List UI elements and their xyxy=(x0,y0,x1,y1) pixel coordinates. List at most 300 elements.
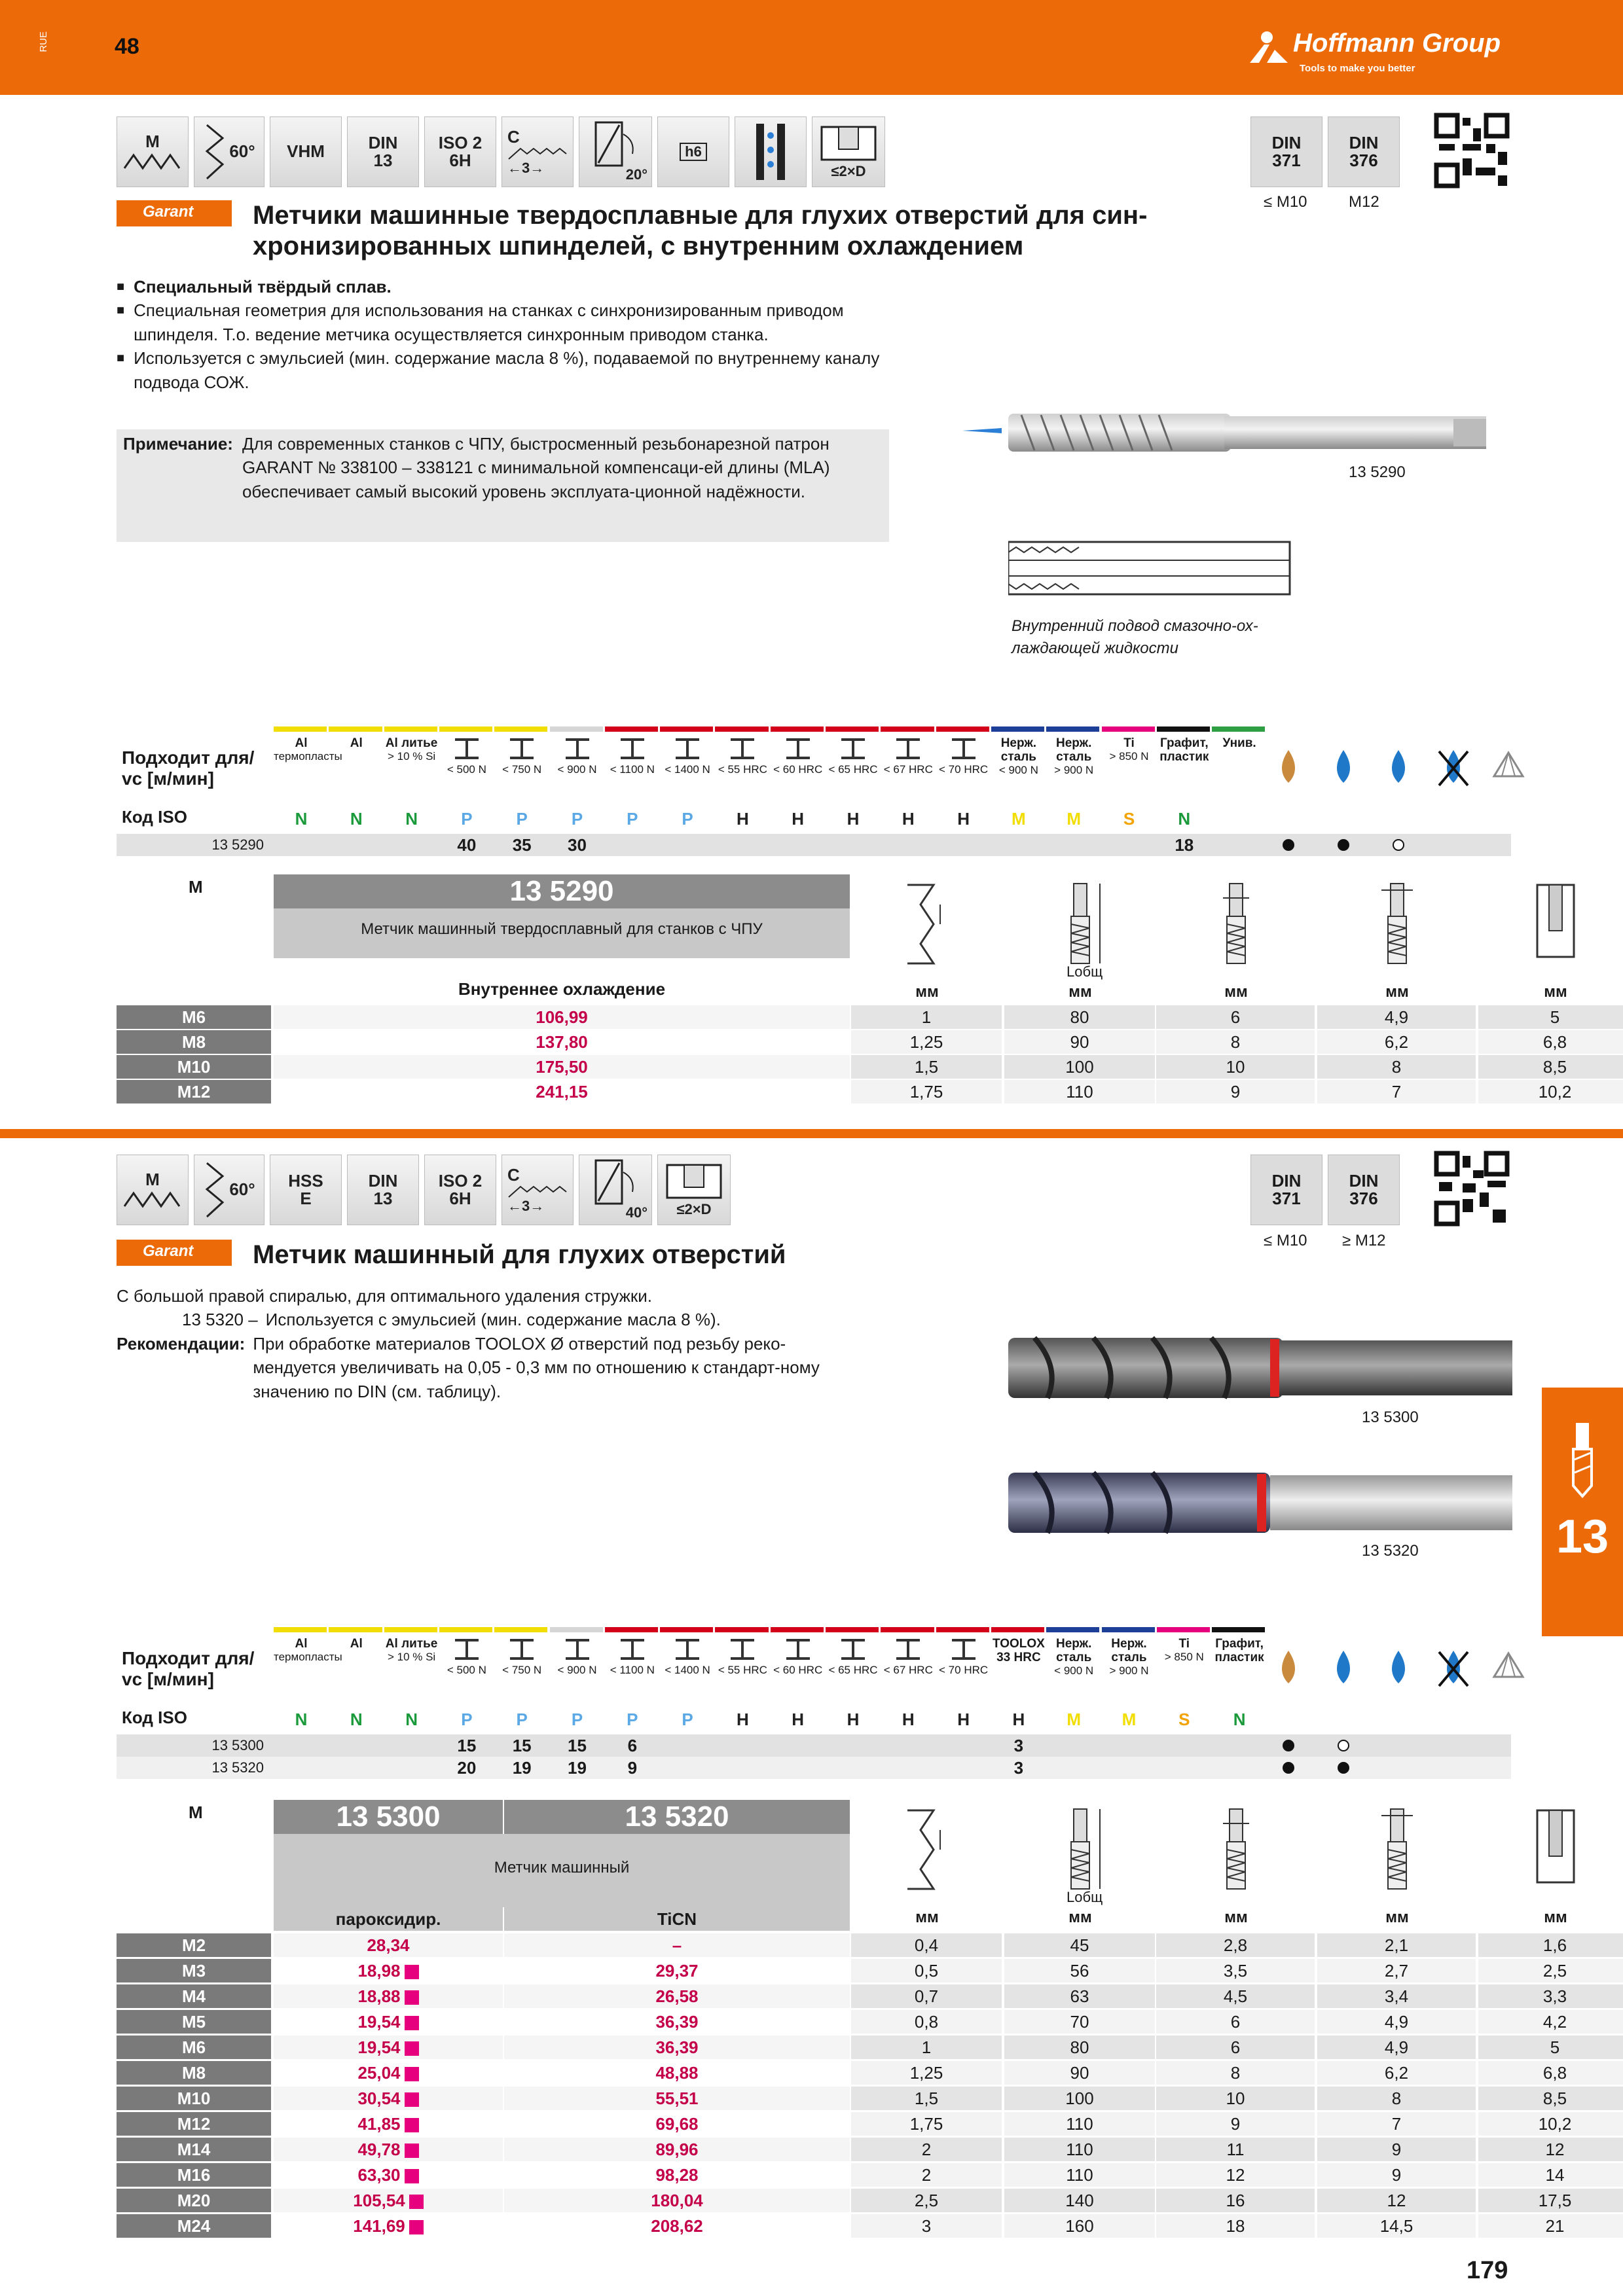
picto-label: ≤2×D xyxy=(676,1201,712,1218)
group-color-bar xyxy=(881,1627,934,1632)
dimension-cell: 1,25 xyxy=(851,2061,1002,2085)
iso-code: P xyxy=(682,1710,693,1729)
group-color-bar xyxy=(494,726,547,732)
total-length-icon xyxy=(1054,878,1106,977)
toolox-header: TOOLOX 33 HRC xyxy=(992,1637,1045,1664)
group-color-bar xyxy=(826,1627,879,1632)
page-number: 48 xyxy=(115,34,139,59)
iso-code: N xyxy=(405,809,418,829)
article-number-header xyxy=(274,874,850,908)
chapter-number: 13 xyxy=(1556,1511,1609,1563)
material-group-name: Al xyxy=(350,1637,363,1651)
picto-label: 60° xyxy=(229,1179,255,1200)
total-length-label: Lобщ xyxy=(1067,1889,1103,1905)
picto-material xyxy=(270,117,342,187)
material-group-header xyxy=(826,737,881,776)
price-cell-b: 89,96 xyxy=(504,2138,850,2161)
material-group-range: < 750 N xyxy=(502,1663,542,1676)
picto-label: VHM xyxy=(287,141,325,162)
vc-row xyxy=(117,834,1511,856)
garant-brand-label xyxy=(117,200,232,226)
stock-marker-icon xyxy=(409,2220,424,2234)
price-cell: 175,50 xyxy=(274,1055,850,1079)
stock-marker-icon xyxy=(405,1990,419,2005)
dimension-cell: 8 xyxy=(1317,1055,1476,1079)
price-value: 25,04 xyxy=(357,2063,401,2083)
group-color-bar xyxy=(715,1627,768,1632)
ibeam-icon xyxy=(563,1638,592,1661)
dimension-cell: 110 xyxy=(1004,2112,1155,2136)
din-376-range: ≥ M12 xyxy=(1342,1232,1386,1249)
qr-code-icon[interactable] xyxy=(1434,113,1510,188)
brand-tagline: Tools to make you better xyxy=(1300,63,1415,74)
iso-code: P xyxy=(571,809,583,829)
iso-code: H xyxy=(737,1710,749,1729)
group-color-bar xyxy=(991,726,1044,732)
dimension-cell: 8 xyxy=(1156,2061,1315,2085)
vc-row-article: 13 5320 xyxy=(211,1759,264,1776)
group-color-bar xyxy=(771,1627,824,1632)
description-2 xyxy=(117,1284,1033,1403)
dimension-cell: 2,7 xyxy=(1317,1959,1476,1982)
group-color-bar xyxy=(1046,726,1099,732)
price-cell-b: 48,88 xyxy=(504,2061,850,2085)
material-group-range: < 65 HRC xyxy=(828,762,878,776)
group-color-bar xyxy=(826,726,879,732)
variant-label: Внутреннее охлаждение xyxy=(458,979,666,999)
cutting-speed: 20 xyxy=(457,1758,477,1778)
dimension-cell: 1,5 xyxy=(851,2087,1002,2110)
blind-hole-icon xyxy=(819,124,878,164)
picto-helix-angle xyxy=(579,117,652,187)
material-group-header xyxy=(881,737,936,776)
price-cell-b: 26,58 xyxy=(504,1984,850,2008)
material-group-header xyxy=(329,737,384,751)
dimension-cell: 110 xyxy=(1004,2163,1155,2187)
dimension-cell: 10 xyxy=(1156,2087,1315,2110)
recommendation-text: При обработке материалов TOOLOX Ø отверстий под резьбу реко-мендуется увеличивать на 0,05 - 0,3 мм по отношению к стандарт-ному значению по DIN (см. таблицу). xyxy=(253,1333,820,1401)
din-label: DIN 376 xyxy=(1349,1170,1379,1208)
dimension-cell: 140 xyxy=(1004,2189,1155,2212)
dimension-cell: 80 xyxy=(1004,1005,1155,1029)
coolant-drop-icon xyxy=(1324,1647,1363,1693)
size-cell: M12 xyxy=(117,2112,271,2136)
coolant-drawing xyxy=(1008,541,1296,597)
price-cell: 137,80 xyxy=(274,1030,850,1054)
size-cell: M10 xyxy=(117,2087,271,2110)
material-group-name: Графит, пластик xyxy=(1159,736,1209,764)
article-number-a xyxy=(274,1800,503,1834)
group-color-bar xyxy=(1212,726,1265,732)
picto-chamfer: C ←3→ xyxy=(501,117,574,187)
stock-marker-icon xyxy=(405,2092,419,2107)
picto-label: HSS E xyxy=(288,1170,323,1208)
dimension-unit: мм xyxy=(1544,983,1567,1001)
din-label: DIN 371 xyxy=(1271,132,1302,170)
dimension-cell: 9 xyxy=(1156,1080,1315,1103)
material-group-header xyxy=(1046,1638,1101,1677)
dimension-cell: 6,2 xyxy=(1317,2061,1476,2085)
iso-code: H xyxy=(902,1710,915,1729)
group-color-bar xyxy=(605,726,658,732)
dimension-unit: мм xyxy=(915,1909,939,1926)
size-cell: M16 xyxy=(117,2163,271,2187)
material-group-header xyxy=(991,737,1046,776)
iso-code: P xyxy=(627,809,638,829)
vc-row xyxy=(117,1757,1511,1779)
dry-machining-icon xyxy=(1434,1647,1473,1693)
iso-code: N xyxy=(405,1710,418,1729)
dimension-cell: 3,3 xyxy=(1478,1984,1623,2008)
material-group-header xyxy=(1212,737,1267,751)
ibeam-icon xyxy=(618,737,647,761)
dimension-unit: мм xyxy=(1068,983,1092,1001)
total-length-icon xyxy=(1054,1804,1106,1902)
price-cell-a xyxy=(274,1959,503,1982)
picto-label: 60° xyxy=(229,141,255,162)
size-cell: M10 xyxy=(117,1055,271,1079)
material-group-range: < 55 HRC xyxy=(718,1663,767,1676)
price-value: 19,54 xyxy=(357,2037,401,2057)
iso-code: S xyxy=(1178,1710,1190,1729)
iso-code: M xyxy=(1012,809,1026,829)
material-group-name: Al литье xyxy=(385,1637,438,1651)
coolant-dot-filled xyxy=(1283,1762,1294,1774)
group-color-bar xyxy=(494,1627,547,1632)
material-group-header xyxy=(439,1638,494,1676)
group-color-bar xyxy=(660,1627,713,1632)
iso-code: P xyxy=(461,1710,473,1729)
group-color-bar xyxy=(274,1627,327,1632)
coolant-dot-filled xyxy=(1283,839,1294,851)
dimension-cell: 2,8 xyxy=(1156,1933,1315,1957)
dimension-cell: 0,5 xyxy=(851,1959,1002,1982)
section-separator xyxy=(0,1129,1623,1138)
iso-code: H xyxy=(737,809,749,829)
ibeam-icon xyxy=(673,1638,702,1661)
dimension-cell: 10,2 xyxy=(1478,2112,1623,2136)
ibeam-icon xyxy=(452,737,481,761)
stock-marker-icon xyxy=(405,2067,419,2081)
dimension-cell: 70 xyxy=(1004,2010,1155,2034)
description-line: С большой правой спиралью, для оптимального удаления стружки. xyxy=(117,1286,653,1306)
dimension-cell: 1 xyxy=(851,2036,1002,2059)
iso-code: H xyxy=(847,809,860,829)
feature-text: ■ Специальный твёрдый сплав. xyxy=(134,277,392,296)
tap-image-135290 xyxy=(962,399,1499,465)
iso-code: P xyxy=(461,809,473,829)
dimension-cell: 6 xyxy=(1156,2036,1315,2059)
suitability-table-2 xyxy=(117,1627,1511,1784)
emulsion-drop-icon xyxy=(1269,1647,1308,1693)
group-color-bar xyxy=(936,1627,989,1632)
group-color-bar xyxy=(274,726,327,732)
price-value: 105,54 xyxy=(353,2191,405,2210)
picto-label: h6 xyxy=(680,143,707,160)
dimension-cell: 3,4 xyxy=(1317,1984,1476,2008)
group-color-bar xyxy=(384,1627,437,1632)
iso-code: M xyxy=(1067,1710,1082,1729)
suitability-label: Подходит для/ vc [м/мин] xyxy=(122,1648,255,1690)
material-group-header xyxy=(550,737,605,776)
helix-angle-icon xyxy=(589,1159,642,1205)
cutting-speed: 3 xyxy=(1013,1736,1024,1755)
size-cell: M24 xyxy=(117,2214,271,2238)
price-value: 18,88 xyxy=(357,1986,401,2006)
dimension-cell: 8,5 xyxy=(1478,2087,1623,2110)
recommendation xyxy=(117,1332,1033,1403)
dimension-cell: 1,75 xyxy=(851,1080,1002,1103)
square-size-icon xyxy=(1371,878,1423,977)
picto-blind-hole xyxy=(812,117,885,187)
angle-icon xyxy=(203,1160,227,1219)
dimension-cell: 7 xyxy=(1317,1080,1476,1103)
ibeam-icon xyxy=(839,1638,867,1661)
pitch-icon xyxy=(901,878,953,977)
material-group-header xyxy=(274,736,342,763)
dimension-cell: 6,2 xyxy=(1317,1030,1476,1054)
material-group-range: < 55 HRC xyxy=(718,762,767,776)
cutting-speed: 15 xyxy=(512,1736,532,1755)
shank-diameter-icon xyxy=(1210,1804,1262,1902)
variant-b-label: TiCN xyxy=(504,1907,850,1931)
material-group-range: < 70 HRC xyxy=(939,762,989,776)
price-cell: 106,99 xyxy=(274,1005,850,1029)
material-group-range: < 70 HRC xyxy=(939,1663,989,1676)
dimension-unit: мм xyxy=(1068,1909,1092,1926)
group-color-bar xyxy=(1157,1627,1210,1632)
price-table-1 xyxy=(117,874,1572,1114)
picto-material xyxy=(270,1155,342,1225)
material-group-name: Al xyxy=(295,736,308,750)
material-group-header xyxy=(329,1638,384,1651)
size-column-label: M xyxy=(189,877,203,897)
usage-text: Используется с эмульсией (мин. содержание масла 8 %). xyxy=(265,1310,721,1330)
price-cell-b: 180,04 xyxy=(504,2189,850,2212)
picto-label: C xyxy=(507,1164,520,1185)
drill-icon xyxy=(1563,1420,1602,1499)
ibeam-icon xyxy=(618,1638,647,1661)
picto-label: M xyxy=(145,132,160,152)
dimension-cell: 4,9 xyxy=(1317,1005,1476,1029)
product-description: Метчик машинный xyxy=(494,1859,630,1876)
price-cell-a xyxy=(274,2061,503,2085)
ibeam-icon xyxy=(452,1638,481,1661)
coolant-dot-filled xyxy=(1338,839,1349,851)
hoffmann-logo-icon xyxy=(1247,30,1289,64)
dimension-cell: 3 xyxy=(851,2214,1002,2238)
price-cell-a xyxy=(274,2138,503,2161)
mql-spray-icon xyxy=(1379,1647,1418,1693)
picto-label: C xyxy=(507,126,520,147)
material-group-header xyxy=(274,1637,342,1664)
group-color-bar xyxy=(991,1627,1044,1632)
material-group-header xyxy=(494,737,549,776)
ibeam-icon xyxy=(507,737,536,761)
material-group-range: < 1100 N xyxy=(610,1663,655,1676)
group-color-bar xyxy=(550,1627,603,1632)
material-group-header xyxy=(439,737,494,776)
picto-angle xyxy=(194,1155,264,1225)
coolant-drop-icon xyxy=(1324,746,1363,792)
shank-diameter-icon xyxy=(1210,878,1262,977)
size-cell: M2 xyxy=(117,1933,271,1957)
coolant-dot-filled xyxy=(1338,1762,1349,1774)
picto-din13 xyxy=(347,117,419,187)
dimension-cell: 9 xyxy=(1156,2112,1315,2136)
group-color-bar xyxy=(605,1627,658,1632)
iso-code: P xyxy=(516,1710,528,1729)
material-group-range: < 67 HRC xyxy=(883,762,933,776)
iso-code: N xyxy=(295,1710,308,1729)
qr-code-icon[interactable] xyxy=(1434,1151,1510,1227)
price-cell-a xyxy=(274,2214,503,2238)
dimension-cell: 5 xyxy=(1478,2036,1623,2059)
chapter-tab[interactable] xyxy=(1542,1388,1623,1636)
vc-row xyxy=(117,1734,1511,1757)
dimension-cell: 2 xyxy=(851,2163,1002,2187)
garant-brand-label xyxy=(117,1240,232,1266)
material-group-range: < 65 HRC xyxy=(828,1663,878,1676)
material-group-header xyxy=(881,1638,936,1676)
iso-code: H xyxy=(792,1710,805,1729)
dimension-cell: 3,5 xyxy=(1156,1959,1315,1982)
dimension-cell: 12 xyxy=(1156,2163,1315,2187)
picto-helix-angle xyxy=(579,1155,652,1225)
price-cell: 241,15 xyxy=(274,1080,850,1103)
din-371-badge xyxy=(1250,117,1322,187)
group-color-bar xyxy=(1102,1627,1155,1632)
variant-a-label: пароксидир. xyxy=(274,1907,503,1931)
material-group-header xyxy=(1157,1638,1212,1664)
ibeam-icon xyxy=(894,737,922,761)
price-cell-b: 36,39 xyxy=(504,2010,850,2034)
dimension-cell: 2,1 xyxy=(1317,1933,1476,1957)
material-group-range: < 1100 N xyxy=(610,762,655,776)
group-color-bar xyxy=(1102,726,1155,732)
dimension-cell: 0,4 xyxy=(851,1933,1002,1957)
cutting-speed: 9 xyxy=(627,1758,638,1778)
material-group-range: < 67 HRC xyxy=(883,1663,933,1676)
material-group-range: > 900 N xyxy=(1054,763,1094,776)
dimension-cell: 9 xyxy=(1317,2163,1476,2187)
material-group-range: < 900 N xyxy=(557,762,597,776)
iso-code: H xyxy=(957,809,970,829)
picto-label: 3 xyxy=(522,1198,530,1215)
material-group-header xyxy=(1102,737,1157,763)
picto-angle xyxy=(194,117,264,187)
material-group-range: термопласты xyxy=(274,1650,342,1663)
group-color-bar xyxy=(715,726,768,732)
group-color-bar xyxy=(439,726,492,732)
cutting-speed: 3 xyxy=(1013,1758,1024,1778)
price-cell-b: 69,68 xyxy=(504,2112,850,2136)
picto-label: DIN 13 xyxy=(368,1170,398,1208)
price-cell-b: 98,28 xyxy=(504,2163,850,2187)
picto-label: 20° xyxy=(625,166,647,183)
material-group-header xyxy=(494,1638,549,1676)
brand-name: Hoffmann Group xyxy=(1293,29,1501,58)
iso-code: M xyxy=(1122,1710,1137,1729)
price-value: 141,69 xyxy=(353,2216,405,2236)
material-group-name: Al xyxy=(295,1637,308,1651)
dimension-unit: мм xyxy=(1224,1909,1248,1926)
picto-metric-thread xyxy=(117,117,189,187)
material-group-name: Ti xyxy=(1178,1637,1190,1651)
picto-iso xyxy=(424,117,496,187)
square-size-icon xyxy=(1371,1804,1423,1902)
material-group-header xyxy=(771,1638,826,1676)
ibeam-icon xyxy=(673,737,702,761)
price-cell-b: – xyxy=(504,1933,850,1957)
group-color-bar xyxy=(1046,1627,1099,1632)
price-value: 49,78 xyxy=(357,2140,401,2159)
dimension-cell: 1,25 xyxy=(851,1030,1002,1054)
dimension-cell: 14 xyxy=(1478,2163,1623,2187)
iso-code: N xyxy=(350,809,363,829)
language-code: RUE xyxy=(38,31,49,52)
din-label: DIN 371 xyxy=(1271,1170,1302,1208)
stock-marker-icon xyxy=(405,1965,419,1979)
dimension-cell: 6,8 xyxy=(1478,2061,1623,2085)
feature-item xyxy=(117,346,902,394)
price-cell-a xyxy=(274,2163,503,2187)
suitability-table-1 xyxy=(117,726,1511,864)
size-cell: M8 xyxy=(117,1030,271,1054)
picto-label: ≤2×D xyxy=(831,163,866,180)
material-group-name: Al литье xyxy=(385,736,438,750)
dimension-cell: 8 xyxy=(1156,1030,1315,1054)
material-group-name: Нерж. сталь xyxy=(1055,1637,1092,1664)
dimension-cell: 2,5 xyxy=(1478,1959,1623,1982)
group-color-bar xyxy=(550,726,603,732)
picto-metric-thread xyxy=(117,1155,189,1225)
stock-marker-icon xyxy=(405,2118,419,2132)
product-description: Метчик машинный твердосплавный для станков с ЧПУ xyxy=(361,920,763,938)
dimension-cell: 6 xyxy=(1156,2010,1315,2034)
din-371-badge xyxy=(1250,1155,1322,1225)
size-cell: M8 xyxy=(117,2061,271,2085)
dimension-cell: 11 xyxy=(1156,2138,1315,2161)
dimension-cell: 8,5 xyxy=(1478,1055,1623,1079)
material-group-header xyxy=(660,737,715,776)
price-value: 41,85 xyxy=(357,2114,401,2134)
material-group-header xyxy=(826,1638,881,1676)
image-caption-135320: 13 5320 xyxy=(1362,1542,1419,1560)
stock-marker-icon xyxy=(409,2195,424,2209)
material-group-name: Ti xyxy=(1123,736,1135,750)
iso-code: H xyxy=(957,1710,970,1729)
material-group-range: > 10 % Si xyxy=(387,1650,436,1663)
ibeam-icon xyxy=(949,1638,978,1661)
dimension-cell: 1 xyxy=(851,1005,1002,1029)
dimension-unit: мм xyxy=(1385,983,1409,1001)
material-group-header xyxy=(771,737,826,776)
group-color-bar xyxy=(936,726,989,732)
price-cell-a xyxy=(274,2112,503,2136)
picto-label: ISO 2 6H xyxy=(438,1170,483,1208)
group-color-bar xyxy=(329,726,382,732)
compressed-air-icon xyxy=(1489,746,1528,792)
chamfer-icon xyxy=(507,1184,568,1198)
article-number-b xyxy=(504,1800,850,1834)
iso-code: P xyxy=(682,809,693,829)
material-group-range: < 60 HRC xyxy=(773,1663,823,1676)
usage-line xyxy=(117,1308,1033,1331)
dimension-cell: 4,9 xyxy=(1317,2036,1476,2059)
group-color-bar xyxy=(660,726,713,732)
price-cell-a xyxy=(274,1933,503,1957)
